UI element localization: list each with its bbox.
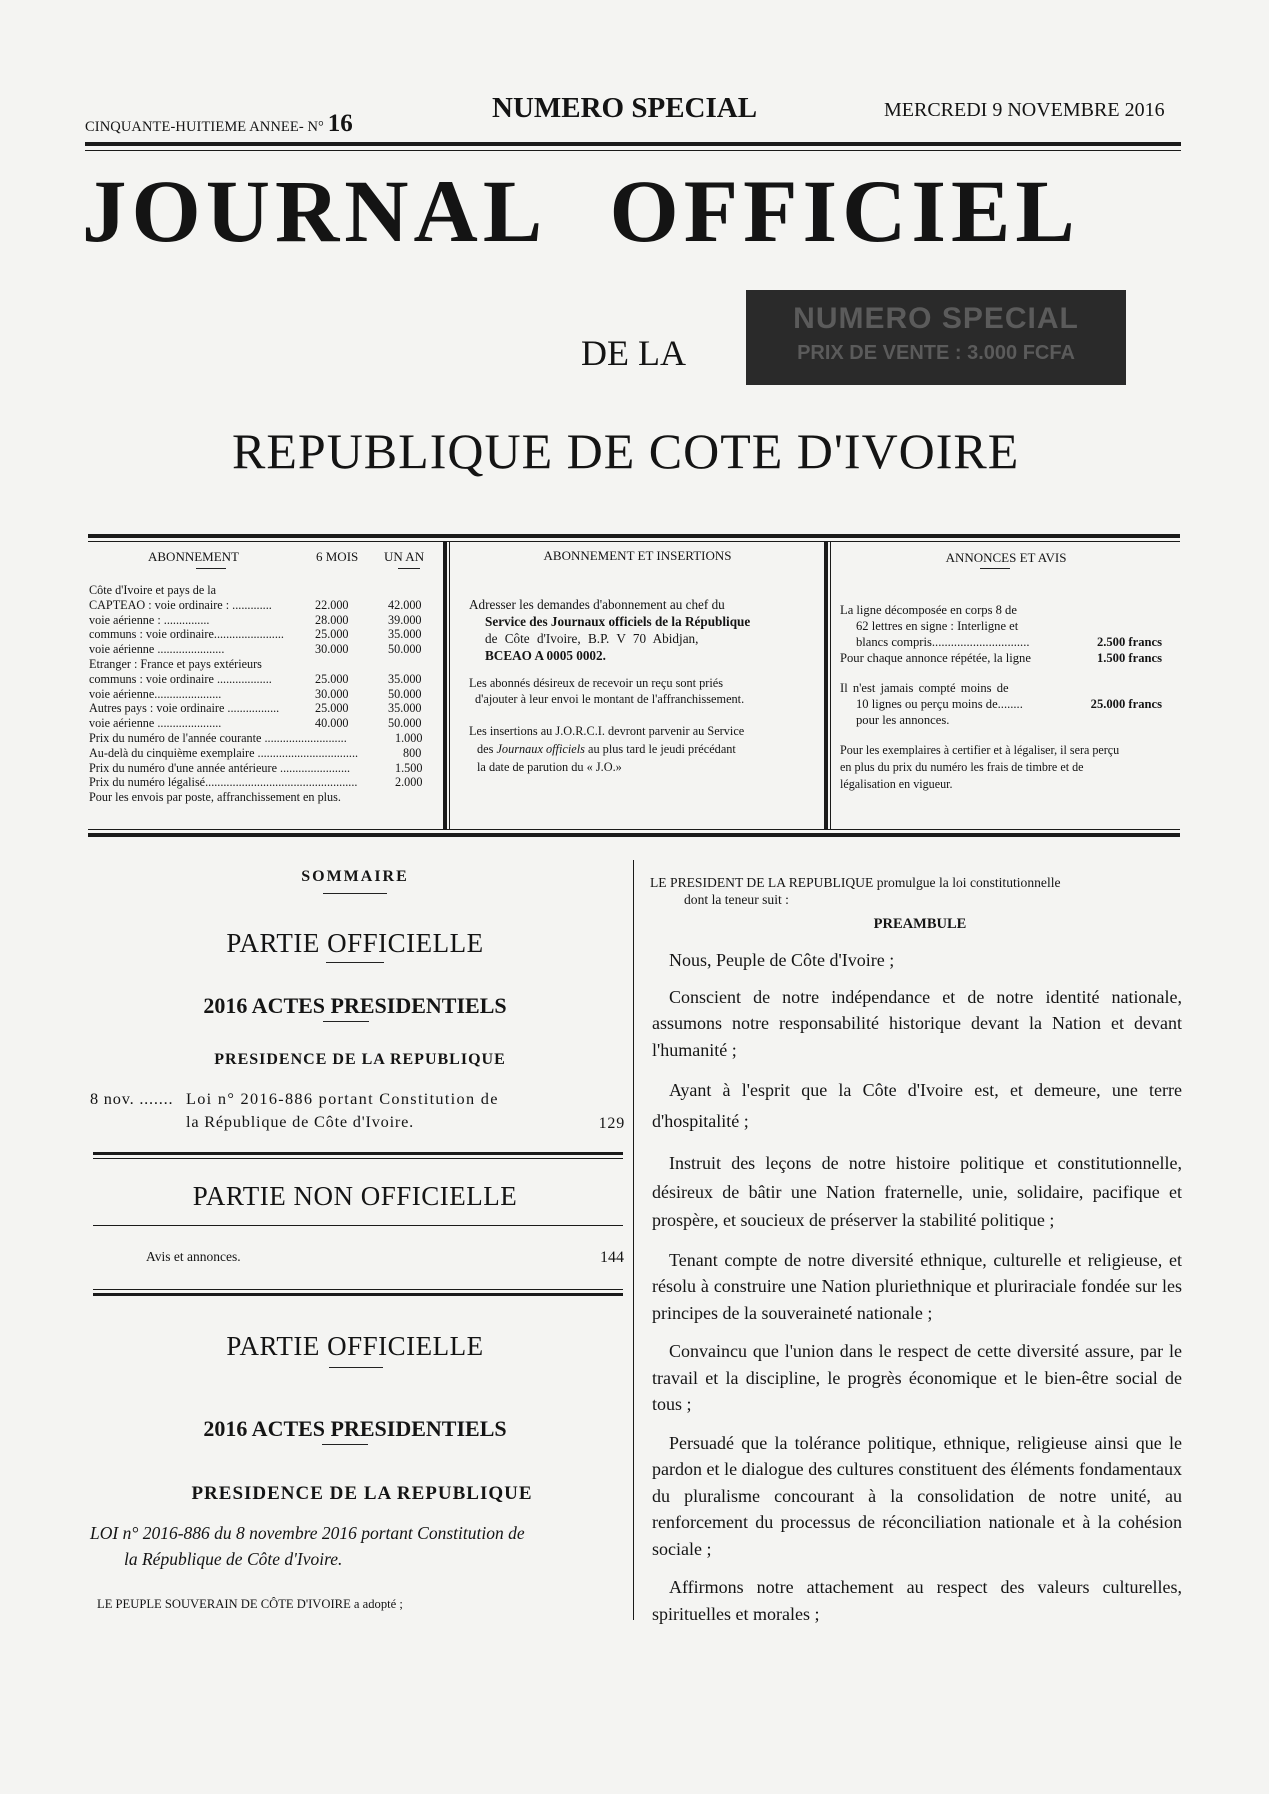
col-6mois: 6 MOIS xyxy=(316,549,359,564)
sommaire-rule-a1 xyxy=(93,1152,623,1155)
sommaire-entry xyxy=(90,1087,625,1133)
journal-title: JOURNAL OFFICIEL xyxy=(82,163,1080,261)
avis-entry xyxy=(146,1249,624,1265)
sub-row: communs : voie ordinaire....................... 25.000 35.000 xyxy=(89,627,422,642)
sommaire-underline xyxy=(323,893,387,894)
body-partie-underline xyxy=(329,1367,383,1368)
box-divider-1b xyxy=(449,541,450,830)
body-actes-underline xyxy=(322,1444,368,1445)
box-divider-2b xyxy=(830,541,831,830)
subscription-table xyxy=(89,583,434,805)
preamble-p5: Tenant compte de notre diversité ethnique, culturelle et religieuse, et résolu à construire une Nation pluriethnique et pluriraciale fondée sur les principes de la souveraineté nationale ; xyxy=(652,1249,1182,1323)
sommaire-partie-officielle: PARTIE OFFICIELLE xyxy=(226,928,484,958)
box-top-rule-thin xyxy=(88,541,1180,542)
insertions-p1: Adresser les demandes d'abonnement au chef du Service des Journaux officiels de la République de Côte d'Ivoire, B.P. V 70 Abidjan, BCEAO A 0005 0002. xyxy=(469,597,751,663)
sub-row: voie aérienne ..................... 40.000 50.000 xyxy=(89,716,422,731)
preamble-p3: Ayant à l'esprit que la Côte d'Ivoire est, et demeure, une terre d'hospitalité ; xyxy=(652,1080,1182,1131)
preamble-p2: Conscient de notre indépendance et de notre identité nationale, assumons notre responsabilité historique devant la Nation et devant l'humanité ; xyxy=(652,986,1182,1060)
avis-label: Avis et annonces. xyxy=(146,1249,241,1264)
edition-label: NUMERO SPECIAL xyxy=(492,92,758,124)
actes-underline xyxy=(323,1021,369,1022)
loi-title: LOI n° 2016-886 du 8 novembre 2016 portant Constitution de la République de Côte d'Ivoire. xyxy=(90,1523,525,1569)
sub-row: voie aérienne : ............... 28.000 39.000 xyxy=(89,612,422,627)
sub-row: Etranger : France et pays extérieurs xyxy=(89,656,262,671)
sub-row: voie aérienne ...................... 30.000 50.000 xyxy=(89,642,422,657)
body-partie-officielle: PARTIE OFFICIELLE xyxy=(226,1331,484,1361)
header-rule-thick xyxy=(85,142,1181,146)
masthead-de-la: DE LA xyxy=(581,333,686,373)
preamble-p7: Persuadé que la tolérance politique, ethnique, religieuse ainsi que le pardon et le dialogue des cultures constituent des éléments fondamentaux du pluralisme concourant à la consolidation de notre unité, au renforcement du processus de réconciliation nationale et à la cohésion sociale ; xyxy=(652,1432,1182,1559)
price-stamp xyxy=(746,290,1126,385)
entry-page: 129 xyxy=(598,1115,625,1132)
body-actes: 2016 ACTES PRESIDENTIELS xyxy=(203,1416,507,1441)
sommaire-heading: SOMMAIRE xyxy=(301,868,409,885)
sub-row: communs : voie ordinaire .................. 25.000 35.000 xyxy=(89,671,422,686)
preamble-p1: Nous, Peuple de Côte d'Ivoire ; xyxy=(669,950,895,970)
promulgue-text: LE PRESIDENT DE LA REPUBLIQUE promulgue la loi constitutionnelle dont la teneur suit : xyxy=(650,875,1061,907)
country-title: REPUBLIQUE DE COTE D'IVOIRE xyxy=(232,423,1020,479)
annonces-text: La ligne décomposée en corps 8 de 62 lettres en signe : Interligne et blancs compris............................... 2.500 francs Pour chaque annonce répétée, la ligne 1.500 francs Il n'est jamais compté moins de 10 lignes ou perçu moins de........ 25.000 francs pour les annonces. Pour les exemplaires à certifier et à légaliser, il sera perçu en plus du prix du numéro les frais de timbre et de légalisation en vigueur. xyxy=(840,603,1162,791)
avis-page: 144 xyxy=(600,1249,624,1266)
sub-row: Prix du numéro d'une année antérieure ....................... 1.500 xyxy=(89,760,423,775)
abonnement-heading: ABONNEMENT xyxy=(148,549,239,564)
box-divider-1 xyxy=(443,541,447,830)
box-top-rule xyxy=(88,534,1180,538)
sommaire-partie-non-officielle: PARTIE NON OFFICIELLE xyxy=(192,1181,518,1211)
abonnement-underline xyxy=(196,568,226,569)
sommaire-rule-b xyxy=(93,1225,623,1226)
sommaire-rule-c1 xyxy=(93,1289,623,1290)
body-column-divider xyxy=(633,860,634,1620)
annonces-heading: ANNONCES ET AVIS xyxy=(945,550,1067,565)
preambule-heading: PREAMBULE xyxy=(873,916,967,932)
preamble-p4: Instruit des leçons de notre histoire politique et constitutionnelle, désireux de bâtir une Nation fraternelle, unie, solidaire, pacifique et prospère, et soucieux de préserver la stabilité politique ; xyxy=(652,1153,1182,1230)
box-bottom-rule-thin xyxy=(88,829,1180,830)
sommaire-rule-c2 xyxy=(93,1293,623,1296)
col-un-an-underline xyxy=(398,568,420,569)
issue-year-number xyxy=(85,110,353,138)
sub-row: Au-delà du cinquième exemplaire ................................. 800 xyxy=(89,745,422,760)
sub-row: Côte d'Ivoire et pays de la xyxy=(89,583,217,597)
sub-row: CAPTEAO : voie ordinaire : ............. 22.000 42.000 xyxy=(89,597,422,612)
sub-row: voie aérienne...................... 30.000 50.000 xyxy=(89,686,422,701)
entry-date: 8 nov. ....... xyxy=(90,1089,174,1108)
body-presidence: PRESIDENCE DE LA REPUBLIQUE xyxy=(191,1483,533,1504)
preamble-body xyxy=(652,947,1182,1627)
peuple-adopte: LE PEUPLE SOUVERAIN DE CÔTE D'IVOIRE a adopté ; xyxy=(97,1597,403,1611)
annonces-underline xyxy=(980,568,1010,569)
issue-date: MERCREDI 9 NOVEMBRE 2016 xyxy=(884,99,1165,121)
col-un-an: UN AN xyxy=(384,549,425,564)
issue-year-label: CINQUANTE-HUITIEME ANNEE- N° xyxy=(85,119,324,135)
box-bottom-rule xyxy=(88,833,1180,837)
insertions-heading: ABONNEMENT ET INSERTIONS xyxy=(543,548,732,563)
insertions-text xyxy=(469,596,811,776)
preamble-p8: Affirmons notre attachement au respect des valeurs culturelles, spirituelles et morales ; xyxy=(652,1577,1182,1624)
entry-line-2: la République de Côte d'Ivoire. xyxy=(186,1112,415,1131)
stamp-line-2: PRIX DE VENTE : 3.000 FCFA xyxy=(797,342,1075,364)
sub-row: Pour les envois par poste, affranchissement en plus. xyxy=(89,790,341,805)
sub-row: Autres pays : voie ordinaire ................. 25.000 35.000 xyxy=(89,701,422,716)
insertions-p3: Les insertions au J.O.R.C.I. devront parvenir au Service des Journaux officiels au plus tard le jeudi précédant la date de parution du « J.O.» xyxy=(469,724,745,774)
box-divider-2 xyxy=(824,541,828,830)
entry-line-1: Loi n° 2016-886 portant Constitution de xyxy=(186,1089,499,1108)
sub-row: Prix du numéro de l'année courante ........................... 1.000 xyxy=(89,730,423,745)
stamp-line-1: NUMERO SPECIAL xyxy=(793,302,1079,335)
sommaire-presidence: PRESIDENCE DE LA REPUBLIQUE xyxy=(214,1051,506,1068)
sommaire-actes: 2016 ACTES PRESIDENTIELS xyxy=(203,993,507,1018)
insertions-p2: Les abonnés désireux de recevoir un reçu sont priés d'ajouter à leur envoi le montant de l'affranchissement. xyxy=(469,676,745,706)
header-rule-thin xyxy=(85,150,1181,151)
sub-row: Prix du numéro légalisé.................................................. 2.000 xyxy=(89,775,423,790)
partie1-underline xyxy=(326,962,384,963)
sommaire-rule-a2 xyxy=(93,1158,623,1159)
preamble-p6: Convaincu que l'union dans le respect de cette diversité assure, par le travail et la discipline, le progrès économique et le bien-être social de tous ; xyxy=(652,1341,1182,1414)
issue-number: 16 xyxy=(327,110,353,137)
